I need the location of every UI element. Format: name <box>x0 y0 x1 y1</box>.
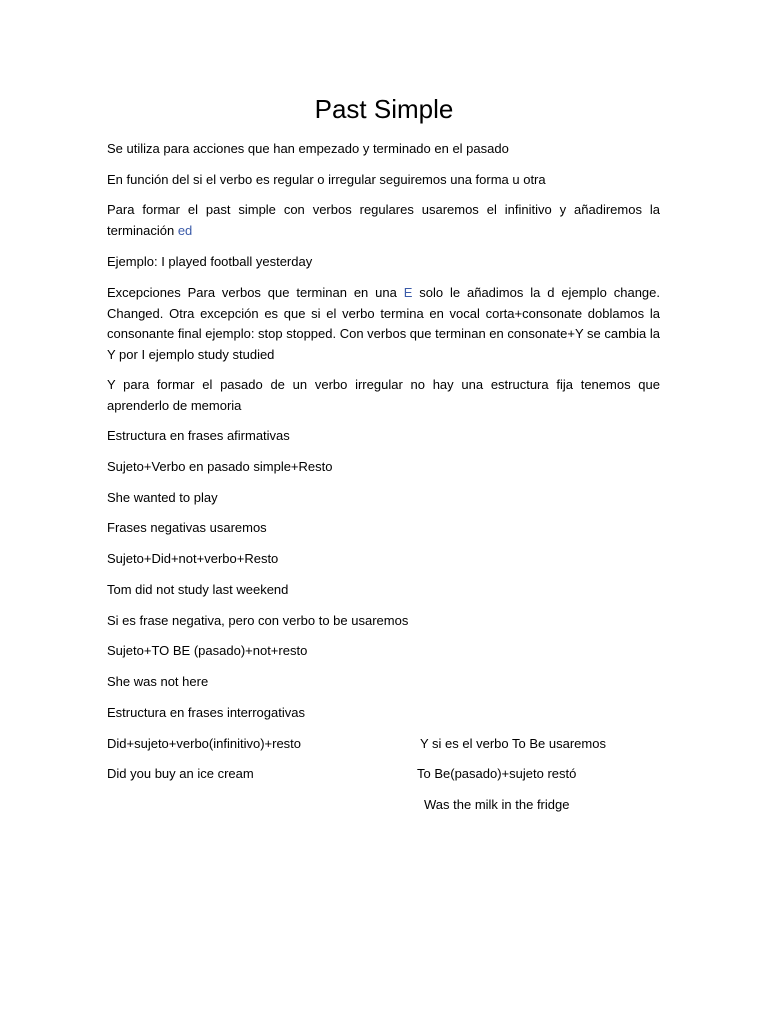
paragraph-usage: Se utiliza para acciones que han empezado y terminado en el pasado <box>107 141 509 156</box>
paragraph-text: Excepciones Para verbos que terminan en una <box>107 285 404 300</box>
example-negative: Tom did not study last weekend <box>107 582 289 597</box>
paragraph-exceptions <box>107 283 660 365</box>
example-interrogative: Did you buy an ice cream <box>107 766 254 781</box>
heading-negative-to-be: Si es frase negativa, pero con verbo to be usaremos <box>107 613 409 628</box>
formula-interrogative-to-be: To Be(pasado)+sujeto restó <box>417 766 577 781</box>
paragraph-regular-formation <box>107 200 660 241</box>
formula-affirmative: Sujeto+Verbo en pasado simple+Resto <box>107 459 333 474</box>
letter-e: E <box>403 285 413 300</box>
ed-suffix: ed <box>177 222 193 238</box>
example-affirmative: She wanted to play <box>107 490 218 505</box>
heading-interrogative: Estructura en frases interrogativas <box>107 705 305 720</box>
paragraph-example: Ejemplo: I played football yesterday <box>107 254 313 269</box>
heading-negative: Frases negativas usaremos <box>107 520 267 535</box>
heading-interrogative-to-be: Y si es el verbo To Be usaremos <box>420 736 606 751</box>
heading-affirmative: Estructura en frases afirmativas <box>107 428 290 443</box>
example-negative-to-be: She was not here <box>107 674 209 689</box>
paragraph-text: solo le añadimos la d ejemplo change. Changed. Otra excepción es que si el verbo termina en vocal corta+consonate doblamos la consonante final ejemplo: stop stopped. Con verbos que terminan en consonate+Y se cambia la Y por I ejemplo study studied <box>107 285 660 362</box>
formula-negative-to-be: Sujeto+TO BE (pasado)+not+resto <box>107 643 308 658</box>
formula-negative: Sujeto+Did+not+verbo+Resto <box>107 551 279 566</box>
paragraph-irregular: Y para formar el pasado de un verbo irregular no hay una estructura fija tenemos que aprenderlo de memoria <box>107 377 660 413</box>
paragraph-text: Para formar el past simple con verbos regulares usaremos el infinitivo y añadiremos la terminación <box>107 202 660 238</box>
example-interrogative-to-be: Was the milk in the fridge <box>424 797 570 812</box>
page-title: Past Simple <box>314 94 454 124</box>
paragraph-regular-irregular: En función del si el verbo es regular o irregular seguiremos una forma u otra <box>107 172 546 187</box>
formula-interrogative: Did+sujeto+verbo(infinitivo)+resto <box>107 736 302 751</box>
